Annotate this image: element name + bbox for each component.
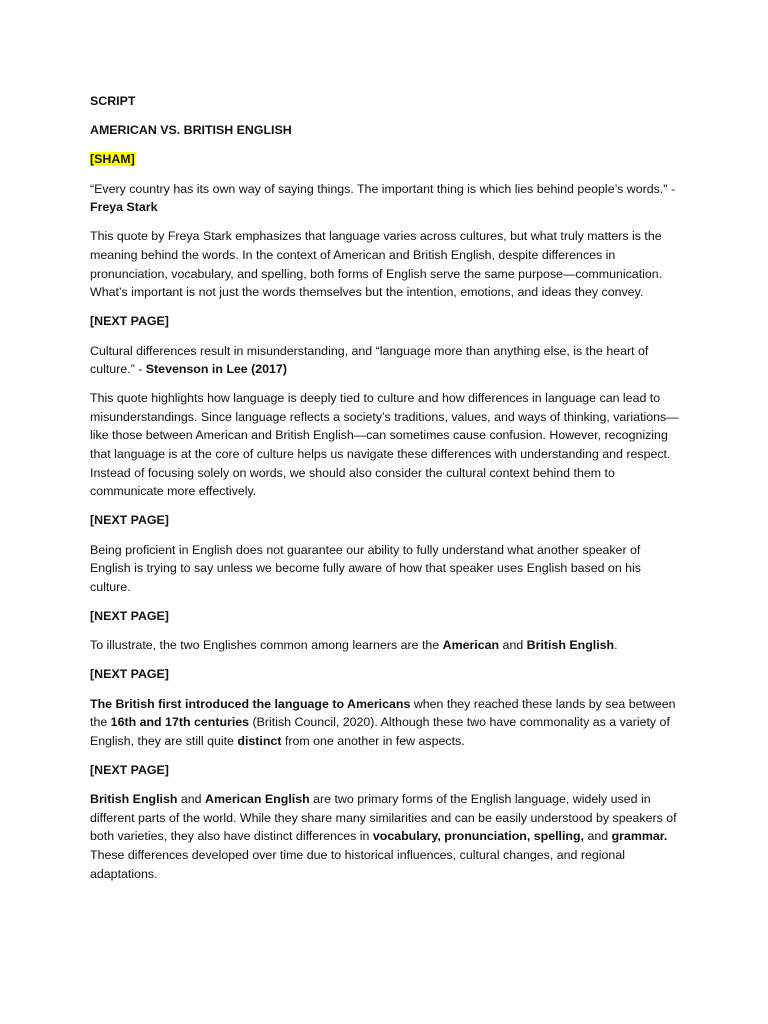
text-run: and xyxy=(584,829,612,844)
text-run: These differences developed over time due to historical influences, cultural changes, and regional adaptations. xyxy=(90,847,625,881)
document-page xyxy=(90,92,682,894)
quote-stevenson xyxy=(90,342,682,379)
bold-run: American English xyxy=(205,792,310,807)
bold-run: The British first introduced the language to Americans xyxy=(90,696,411,711)
bold-run: 16th and 17th centuries xyxy=(110,715,250,730)
speaker-tag-highlight: [SHAM] xyxy=(90,152,135,167)
speaker-tag xyxy=(90,150,682,169)
next-page-marker: [NEXT PAGE] xyxy=(90,762,169,777)
paragraph-proficiency: Being proficient in English does not guarantee our ability to fully understand what another speaker of English is trying to say unless we become fully aware of how that speaker uses English based on his culture. xyxy=(90,542,641,594)
paragraph-quote-explanation: This quote by Freya Stark emphasizes that language varies across cultures, but what truly matters is the meaning behind the words. In the context of American and British English, despite differences in pronunciation, vocabulary, and spelling, both forms of English serve the same purpose—communication. What’s important is not just the words themselves but the intention, emotions, and ideas they convey. xyxy=(90,229,663,300)
text-run: are two primary forms of the English language, widely used in different parts of the world. While they share many similarities and can be easily understood by speakers of both varieties, they also have distinct differences in xyxy=(90,792,677,844)
paragraph-history xyxy=(90,695,682,751)
quote-text: “Every country has its own way of saying things. The important thing is which lies behind people’s words." - xyxy=(90,181,676,196)
text-run: and xyxy=(499,638,527,653)
bold-run: distinct xyxy=(237,733,282,748)
next-page-marker: [NEXT PAGE] xyxy=(90,609,169,623)
quote-author: Freya Stark xyxy=(90,200,158,215)
quote-freya-stark xyxy=(90,180,682,217)
bold-run: grammar. xyxy=(611,829,668,844)
quote-author: Stevenson in Lee (2017) xyxy=(145,362,287,377)
text-run: when they reached these lands by sea between the xyxy=(90,696,676,730)
bold-run: British English xyxy=(526,638,615,653)
text-run: . xyxy=(614,638,618,653)
quote-text: Cultural differences result in misunderstanding, and “language more than anything else, is the heart of culture.” - xyxy=(90,343,649,377)
paragraph-culture-language: This quote highlights how language is deeply tied to culture and how differences in language can lead to misunderstandings. Since language reflects a society’s traditions, values, and ways of thinking, variations—like those between American and British English—can sometimes cause confusion. However, recognizing that language is at the core of culture helps us navigate these differences with understanding and respect. Instead of focusing solely on words, we should also consider the cultural context behind them to communicate more effectively. xyxy=(90,391,679,499)
script-heading: SCRIPT xyxy=(90,94,136,108)
paragraph-two-englishes xyxy=(90,636,682,655)
text-run: To illustrate, the two Englishes common among learners are the xyxy=(90,638,443,653)
bold-run: British English xyxy=(90,792,178,807)
document-title: AMERICAN VS. BRITISH ENGLISH xyxy=(90,123,292,138)
next-page-marker: [NEXT PAGE] xyxy=(90,314,169,329)
paragraph-primary-forms xyxy=(90,790,682,883)
bold-run: vocabulary, pronunciation, spelling, xyxy=(372,829,584,844)
text-run: from one another in few aspects. xyxy=(281,733,465,748)
bold-run: American xyxy=(442,638,500,653)
text-run: and xyxy=(177,792,205,807)
next-page-marker: [NEXT PAGE] xyxy=(90,513,169,528)
text-run: (British Council, 2020). Although these two have commonality as a variety of English, they are still quite xyxy=(90,715,670,748)
next-page-marker: [NEXT PAGE] xyxy=(90,667,169,682)
